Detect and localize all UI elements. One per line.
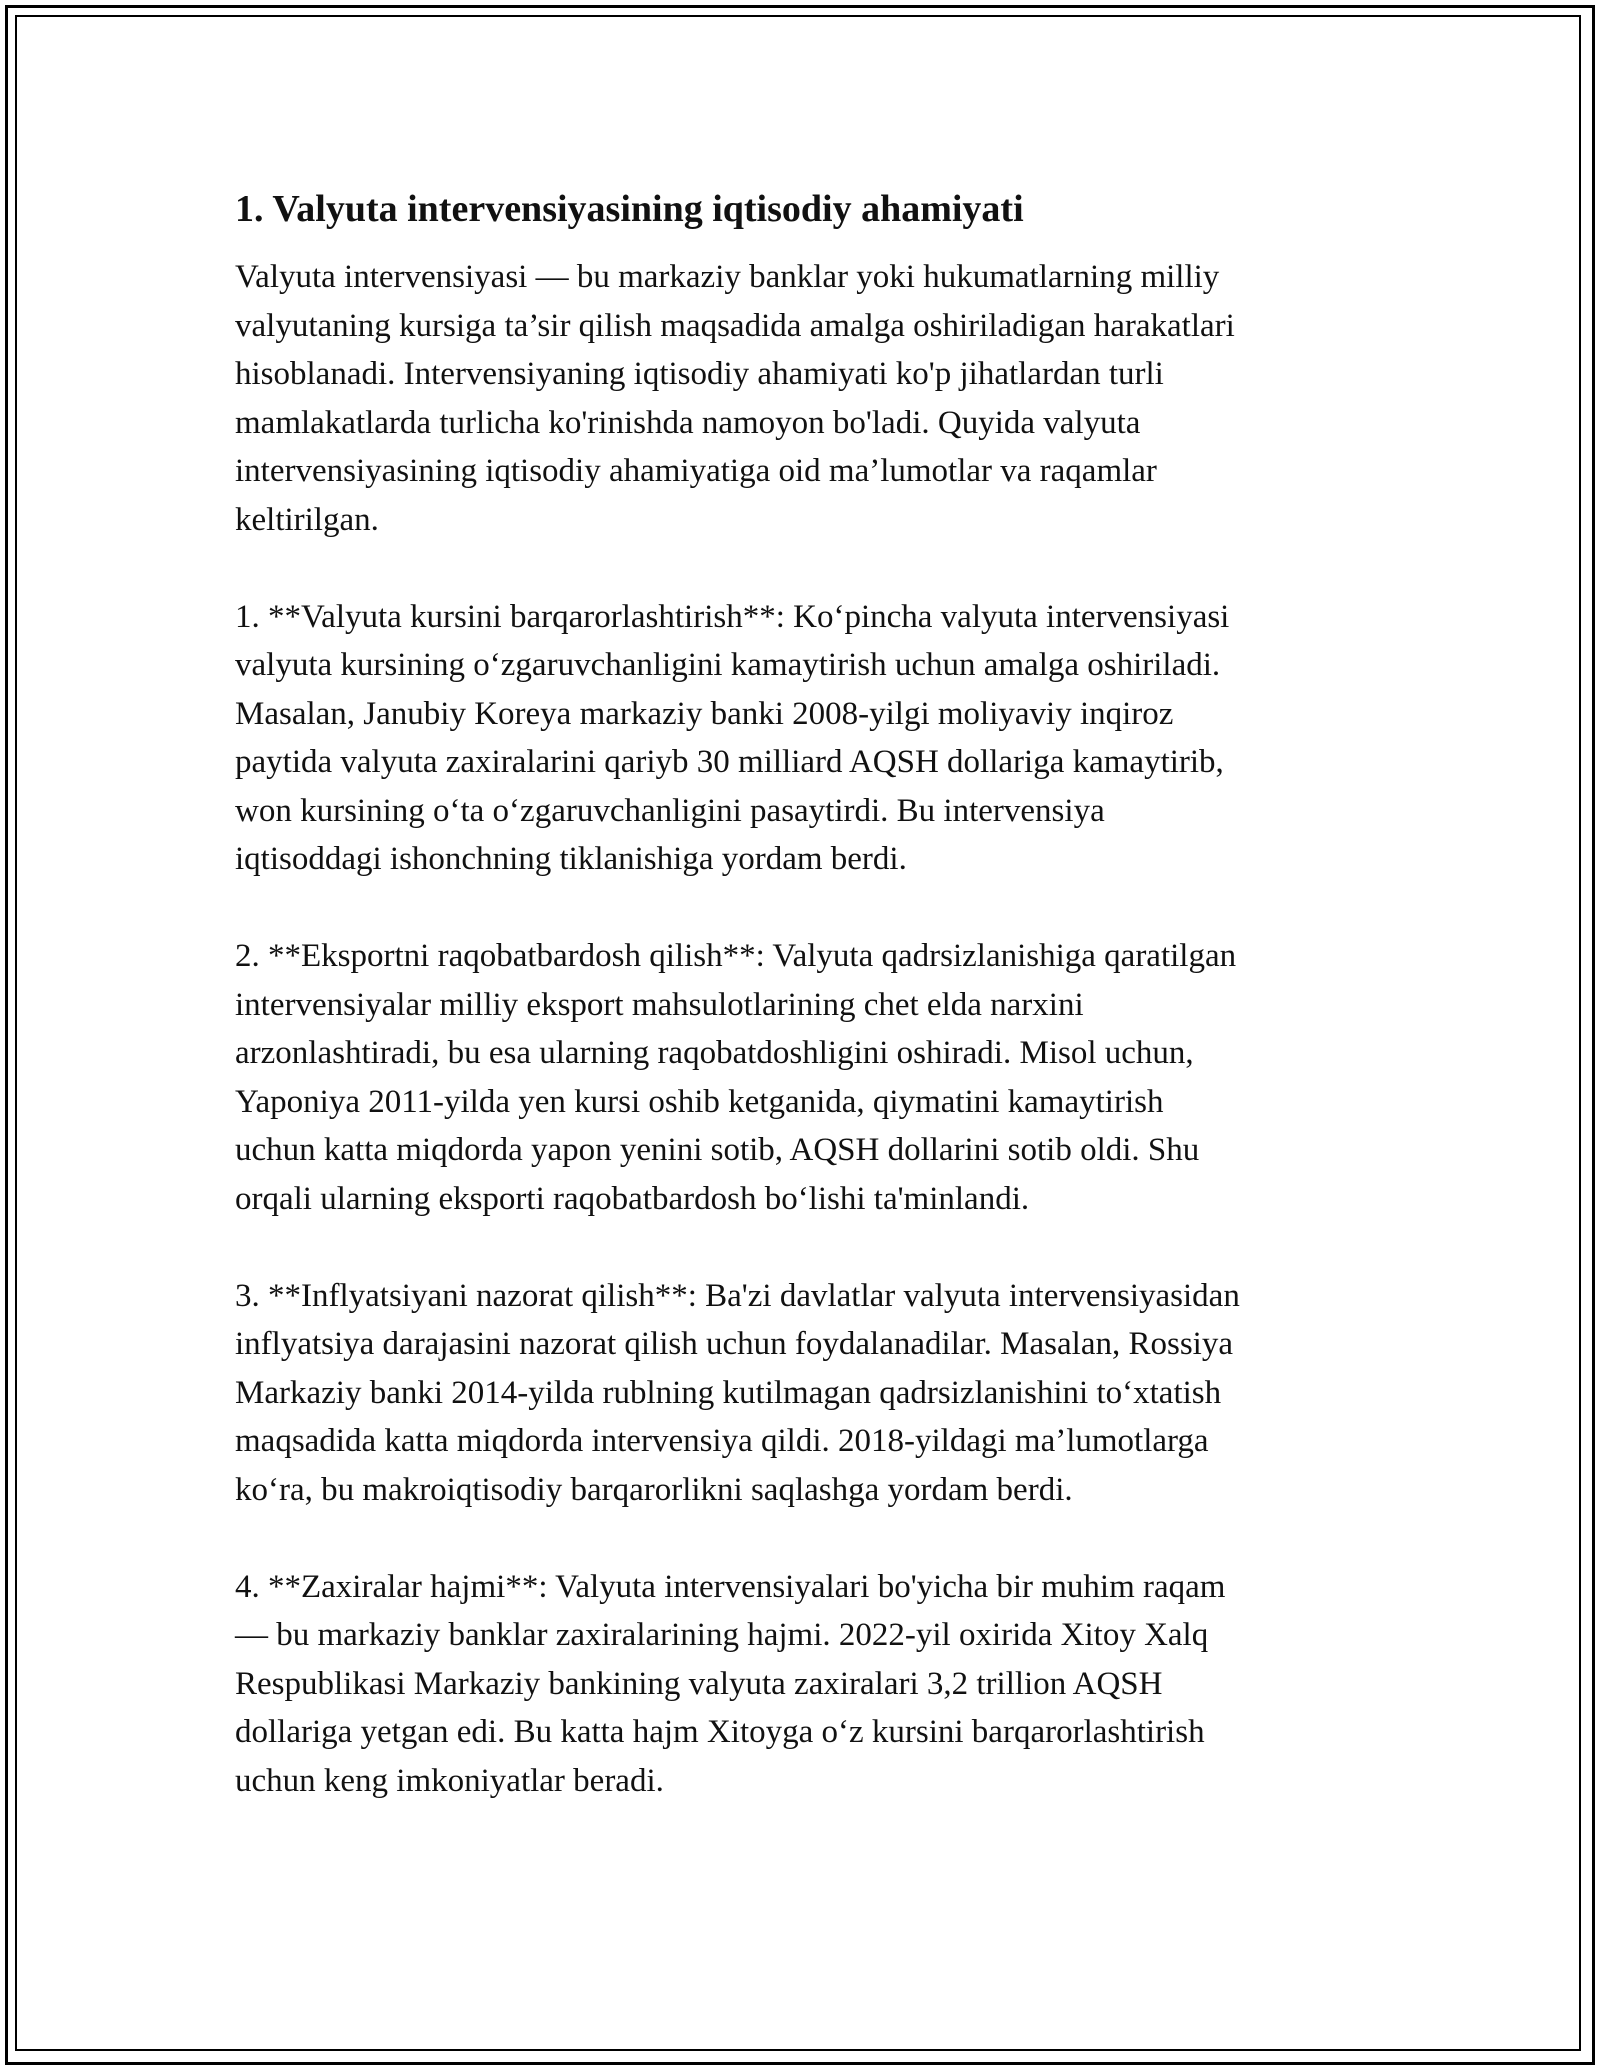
paragraph-export-competitiveness: 2. **Eksportni raqobatbardosh qilish**: Valyuta qadrsizlanishiga qaratilgan intervensiyalar milliy eksport mahsulotlarining chet elda narxini arzonlashtiradi, bu esa ularning raqobatdoshligini oshiradi. Misol uchun, Yaponiya 2011-yilda yen kursi oshib ketganida, qiymatini kamaytirish uchun katta miqdorda yapon yenini sotib, AQSH dollarini sotib oldi. Shu orqali ularning eksporti raqobatbardosh bo‘lishi ta'minlandi. <box>235 938 1237 1217</box>
document-title: 1. Valyuta intervensiyasining iqtisodiy ahamiyati <box>235 188 1024 230</box>
paragraph-inflation-control: 3. **Inflyatsiyani nazorat qilish**: Ba'zi davlatlar valyuta intervensiyasidan inflyatsiya darajasini nazorat qilish uchun foydalanadilar. Masalan, Rossiya Markaziy banki 2014-yilda rublning kutilmagan qadrsizlanishini to‘xtatish maqsadida katta miqdorda intervensiya qildi. 2018-yildagi ma’lumotlarga ko‘ra, bu makroiqtisodiy barqarorlikni saqlashga yordam berdi. <box>235 1277 1240 1508</box>
paragraph-exchange-rate-stabilization: 1. **Valyuta kursini barqarorlashtirish**: Ko‘pincha valyuta intervensiyasi valyuta kursining o‘zgaruvchanligini kamaytirish uchun amalga oshiriladi. Masalan, Janubiy Koreya markaziy banki 2008-yilgi moliyaviy inqiroz paytida valyuta zaxiralarini qariyb 30 milliard AQSH dollariga kamaytirib, won kursining o‘ta o‘zgaruvchanligini pasaytirdi. Bu intervensiya iqtisoddagi ishonchning tiklanishiga yordam berdi. <box>235 598 1230 877</box>
paragraph-reserve-volume: 4. **Zaxiralar hajmi**: Valyuta intervensiyalari bo'yicha bir muhim raqam — bu markaziy banklar zaxiralarining hajmi. 2022-yil oxirida Xitoy Xalq Respublikasi Markaziy bankining valyuta zaxiralari 3,2 trillion AQSH dollariga yetgan edi. Bu katta hajm Xitoyga o‘z kursini barqarorlashtirish uchun keng imkoniyatlar beradi. <box>235 1568 1226 1799</box>
document-body <box>235 185 1375 1854</box>
intro-paragraph: Valyuta intervensiyasi — bu markaziy banklar yoki hukumatlarning milliy valyutaning kursiga ta’sir qilish maqsadida amalga oshiriladigan harakatlari hisoblanadi. Intervensiyaning iqtisodiy ahamiyati ko'p jihatlardan turli mamlakatlarda turlicha ko'rinishda namoyon bo'ladi. Quyida valyuta intervensiyasining iqtisodiy ahamiyatiga oid ma’lumotlar va raqamlar keltirilgan. <box>235 259 1235 538</box>
